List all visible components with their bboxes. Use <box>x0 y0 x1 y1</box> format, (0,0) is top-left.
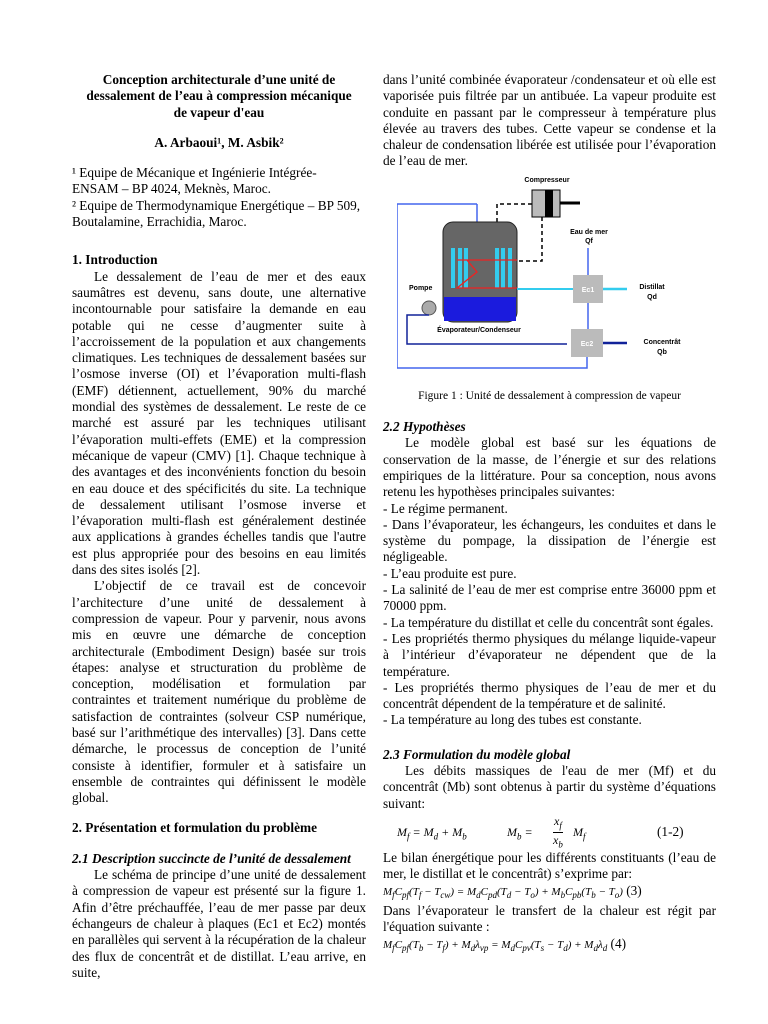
label-ec1: Ec1 <box>581 286 595 294</box>
affiliation: ² Equipe de Thermodynamique Energétique – BP 509, Boutalamine, Errachidia, Maroc. <box>72 197 361 230</box>
label-compressor: Compresseur <box>524 176 570 184</box>
list-item: - L’eau produite est pure. <box>383 565 517 581</box>
list-item: - La température au long des tubes est constante. <box>383 712 642 728</box>
paper-title <box>72 72 366 121</box>
label-ec2: Ec2 <box>580 340 594 348</box>
subsection-heading: 2.2 Hypothèses <box>383 419 466 435</box>
title-line: Conception architecturale d’une unité de <box>102 72 336 87</box>
section-heading: 1. Introduction <box>72 252 158 268</box>
label-qb: Qb <box>657 348 667 356</box>
label-qf: Qf <box>585 237 593 245</box>
equation-number: (4) <box>610 935 627 951</box>
equation-3: $M_fC_{pf}(T_f - T_{cw}) = M_dC_{pd}(T_d - T_o) + M_bC_{pb}(T_b - T_o)$ (3) <box>383 882 642 900</box>
label-distillat: Distillat <box>639 283 665 291</box>
subsection-heading: 2.1 Description succincte de l’unité de dessalement <box>72 850 351 866</box>
label-pump: Pompe <box>409 284 433 292</box>
subsection-heading: 2.3 Formulation du modèle global <box>383 746 571 762</box>
label-concentrat: Concentrât <box>643 338 681 346</box>
paragraph: L’objectif de ce travail est de concevoir l’architecture d’une unité de dessalement à compression de vapeur. Pour y parvenir, nous avons mis en œuvre une démarche de conception architecturale (Embodiment Design) basée sur trois étapes: analyse et structuration du problème de conception, modélisation et formulation par contraintes et traitement numérique du problème de satisfaction de contraintes (solveur CSP numérique, basé sur l’arithmétique des intervalles) [3]. Dans cette démarche, le processus de conception de l’unité consiste à identifier, formuler et à satisfaire un ensemble de contraintes qui définissent le modèle global. <box>72 578 366 806</box>
paragraph: Le schéma de principe d’une unité de dessalement à compression de vapeur est présenté sur la figure 1. Afin d’être préchauffée, l’eau de mer passe par deux échangeurs de chaleur à plaques (Ec1 et Ec2) montés en parallèles qui servent à la récupération de la chaleur des flux de concentrât et de distillat. L’eau arrive, en suite, <box>72 867 366 980</box>
paragraph: dans l’unité combinée évaporateur /condensateur et où elle est vaporisée puis filtrée par un antibuée. La vapeur produite est conduite en passant par le compresseur à température plus élevée au travers des tubes. Cette vapeur se condense et la chaleur de condensation libérée est utilisée pour l’évaporation de l’eau de mer. <box>383 72 716 169</box>
affiliations <box>72 165 366 230</box>
affiliation: ¹ Equipe de Mécanique et Ingénierie Intégrée- ENSAM – BP 4024, Meknès, Maroc. <box>72 165 317 197</box>
paragraph: Le dessalement de l’eau de mer et des eaux saumâtres est devenu, sans doute, une alternative incontournable pour satisfaire la demande en eau potable qui ne cesse d’augmenter suite à l’accroissement de la population et aux changements climatiques. Les techniques de dessalement basées sur l’osmose inverse (OI) et l’évaporation multi-flash (EMF) détiennent, actuellement, 90% du marché mondial des systèmes de dessalement. Le reste de ce marché est assuré par les techniques utilisant l’évaporation multi-effets (EME) et la compression mécanique de vapeur (CMV) [1]. Chaque technique à des avantages et des inconvénients fonction du besoin en eau douce et des spécificités du site. La technique de dessalement utilisant l’osmose inverse et l’évaporation multi-flash est généralement destinée aux applications à grandes échelles tandis que l'autre est plus appropriée pour des besoins en eau limités dans des sites isolés [2]. <box>72 268 366 578</box>
equation-number: (3) <box>626 882 642 898</box>
label-seawater: Eau de mer <box>570 228 608 236</box>
label-qd: Qd <box>647 293 657 301</box>
equation-1-2: $M_f = M_d + M_b$ $M_b$ = $x_f$ $x_b$ $M_f$ (1-2) <box>397 813 684 850</box>
list-item: - Le régime permanent. <box>383 500 508 516</box>
paragraph: Le bilan énergétique pour les différents constituants (l’eau de mer, le distillat et le concentrât) s’exprime par: <box>383 849 716 882</box>
equation-4: $M_fC_{pf}(T_b - T_f) + M_d\lambda_{vp} = M_dC_{pv}(T_s - T_d) + M_d\lambda_d$ (4) <box>383 935 627 953</box>
equation-number: (1-2) <box>657 823 684 839</box>
section-heading: 2. Présentation et formulation du problème <box>72 820 317 836</box>
paragraph: Le modèle global est basé sur les équations de conservation de la masse, de l’énergie et sur des relations empiriques de la littérature. Pour sa conception, nous avons retenu les hypothèses principales suivantes: <box>383 435 716 500</box>
label-evaporator: Évaporateur/Condenseur <box>437 326 521 334</box>
list-item: - La salinité de l’eau de mer est comprise entre 36000 ppm et 70000 ppm. <box>383 582 716 614</box>
list-item: - La température du distillat et celle du concentrât sont égales. <box>383 614 714 630</box>
list-item: - Dans l’évaporateur, les échangeurs, les conduites et dans le système du pompage, la dissipation de l’énergie est négligeable. <box>383 516 716 565</box>
list-item: - Les propriétés thermo physiques de l’eau de mer et du concentrât dépendent de la température et de salinité. <box>383 679 716 712</box>
list-item: - Les propriétés thermo physiques du mélange liquide-vapeur à l’intérieur d’évaporateur ne dépendent que de la température. <box>383 630 716 679</box>
authors: A. Arbaoui¹, M. Asbik² <box>154 134 284 150</box>
figure-1-diagram <box>397 172 697 372</box>
title-line: de vapeur d'eau <box>173 104 265 120</box>
title-line: dessalement de l’eau à compression mécanique <box>86 88 352 104</box>
paragraph: Dans l’évaporateur le transfert de la chaleur est régit par l'équation suivante : <box>383 902 716 935</box>
right-column <box>383 72 716 956</box>
figure-caption: Figure 1 : Unité de dessalement à compression de vapeur <box>418 389 681 402</box>
pump-icon <box>422 301 436 315</box>
left-column <box>72 72 366 981</box>
paragraph: Les débits massiques de l'eau de mer (Mf) et du concentrât (Mb) sont obtenus à partir du système d’équations suivant: <box>383 763 716 811</box>
